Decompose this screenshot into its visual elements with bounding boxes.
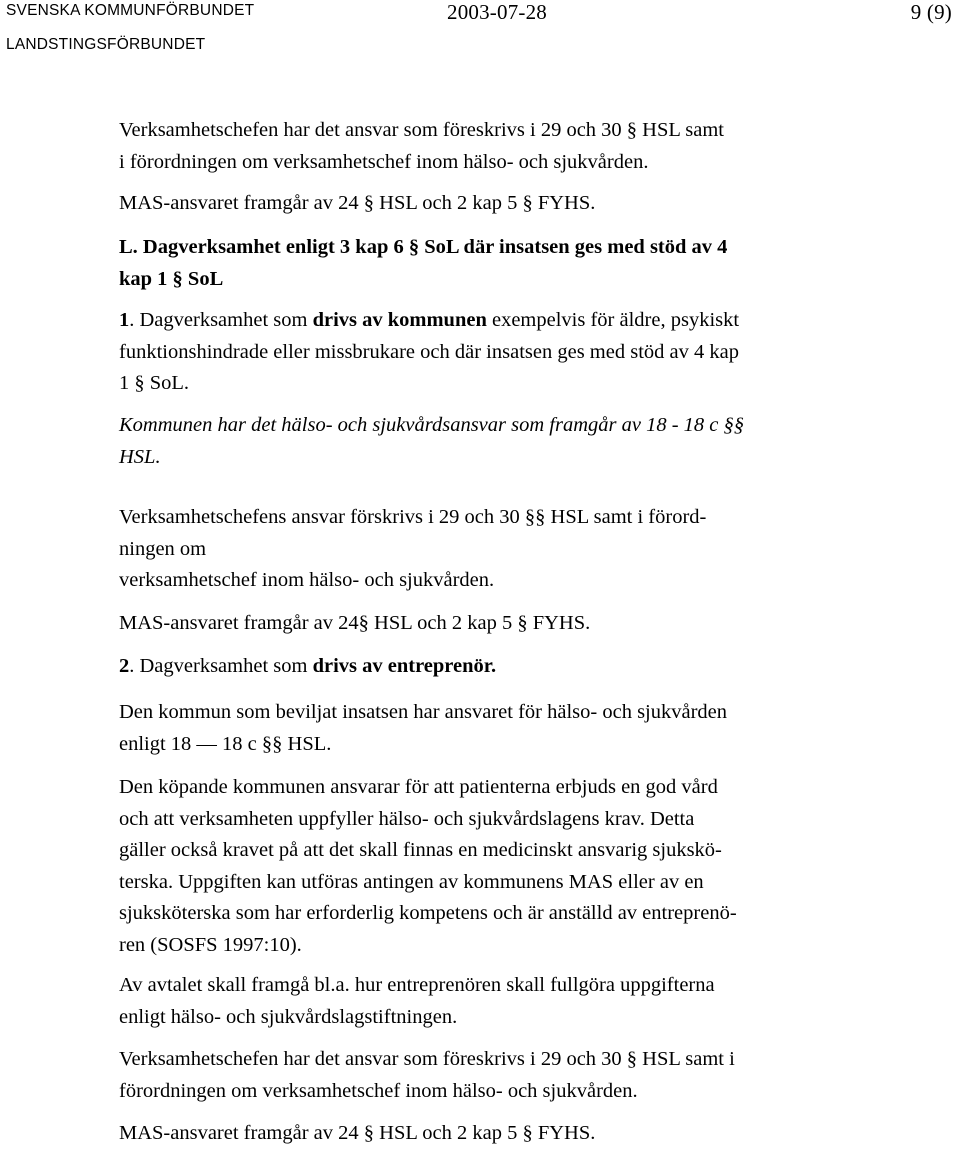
text-line: Verksamhetschefen har det ansvar som föreskrivs i 29 och 30 § HSL samt (119, 119, 724, 141)
text-line: L. Dagverksamhet enligt 3 kap 6 § SoL där insatsen ges med stöd av 4 (119, 236, 728, 258)
header-org-line1: SVENSKA KOMMUNFÖRBUNDET (6, 2, 255, 19)
text-run: exempelvis för äldre, psykiskt (486, 309, 740, 331)
paragraph-kommun-ansvar (119, 697, 909, 760)
text-bold: drivs av entreprenör. (312, 655, 497, 677)
text-line: HSL. (119, 445, 161, 468)
text-line: i förordningen om verksamhetschef inom hälso- och sjukvården. (119, 150, 649, 173)
text-bold: drivs av kommunen (312, 309, 487, 331)
text-line: MAS-ansvaret framgår av 24 § HSL och 2 kap 5 § FYHS. (119, 1122, 596, 1144)
paragraph-italic-note (119, 410, 909, 473)
text-line: förordningen om verksamhetschef inom hälso- och sjukvården. (119, 1079, 638, 1102)
text-line: verksamhetschef inom hälso- och sjukvården. (119, 569, 495, 591)
text-line: kap 1 § SoL (119, 267, 224, 290)
text-line: Verksamhetschefen har det ansvar som föreskrivs i 29 och 30 § HSL samt i (119, 1048, 735, 1070)
paragraph-avtal (119, 970, 909, 1033)
header-page-number: 9 (9) (910, 0, 952, 24)
text-run: . Dagverksamhet som (129, 655, 313, 677)
paragraph-kopande-kommun (119, 772, 909, 961)
text-line: sjuksköterska som har erforderlig kompetens och är anställd av entreprenö- (119, 902, 737, 924)
text-line: ren (SOSFS 1997:10). (119, 933, 302, 956)
paragraph-verksamhetschef (119, 115, 909, 178)
text-line: Av avtalet skall framgå bl.a. hur entreprenören skall fullgöra uppgifterna (119, 974, 715, 996)
paragraph-item-1 (119, 305, 909, 400)
text-line: Den köpande kommunen ansvarar för att patienterna erbjuds en god vård (119, 776, 718, 798)
text-line: enligt hälso- och sjukvårdslagstiftningen. (119, 1005, 458, 1028)
paragraph-mas-2 (119, 608, 909, 640)
paragraph-mas (119, 188, 909, 220)
text-line: Den kommun som beviljat insatsen har ansvaret för hälso- och sjukvården (119, 701, 728, 723)
text-line: funktionshindrade eller missbrukare och där insatsen ges med stöd av 4 kap (119, 340, 739, 363)
text-run: . Dagverksamhet som (129, 309, 313, 331)
text-line: och att verksamheten uppfyller hälso- och sjukvårdslagens krav. Detta (119, 807, 695, 830)
item-number: 1 (119, 309, 130, 331)
text-line: 1 § SoL. (119, 372, 190, 394)
header-date: 2003-07-28 (447, 0, 547, 24)
text-line: MAS-ansvaret framgår av 24 § HSL och 2 kap 5 § FYHS. (119, 192, 596, 214)
section-heading-l (119, 232, 909, 295)
text-line: gäller också kravet på att det skall finnas en medicinskt ansvarig sjukskö- (119, 839, 722, 861)
item-number: 2 (119, 655, 130, 677)
paragraph-mas-3 (119, 1118, 909, 1150)
paragraph-verksamhetschef-2 (119, 1044, 909, 1107)
text-line: Kommunen har det hälso- och sjukvårdsansvar som framgår av 18 - 18 c §§ (119, 414, 745, 436)
text-line: ningen om (119, 537, 207, 560)
header-org-line2: LANDSTINGSFÖRBUNDET (6, 36, 206, 53)
text-line: Verksamhetschefens ansvar förskrivs i 29 och 30 §§ HSL samt i förord- (119, 506, 707, 528)
text-line: MAS-ansvaret framgår av 24§ HSL och 2 kap 5 § FYHS. (119, 612, 591, 634)
text-line: terska. Uppgiften kan utföras antingen av kommunens MAS eller av en (119, 870, 704, 893)
text-line: enligt 18 — 18 c §§ HSL. (119, 732, 332, 755)
paragraph-item-2 (119, 651, 909, 683)
paragraph-verksamhetschefens (119, 502, 909, 597)
